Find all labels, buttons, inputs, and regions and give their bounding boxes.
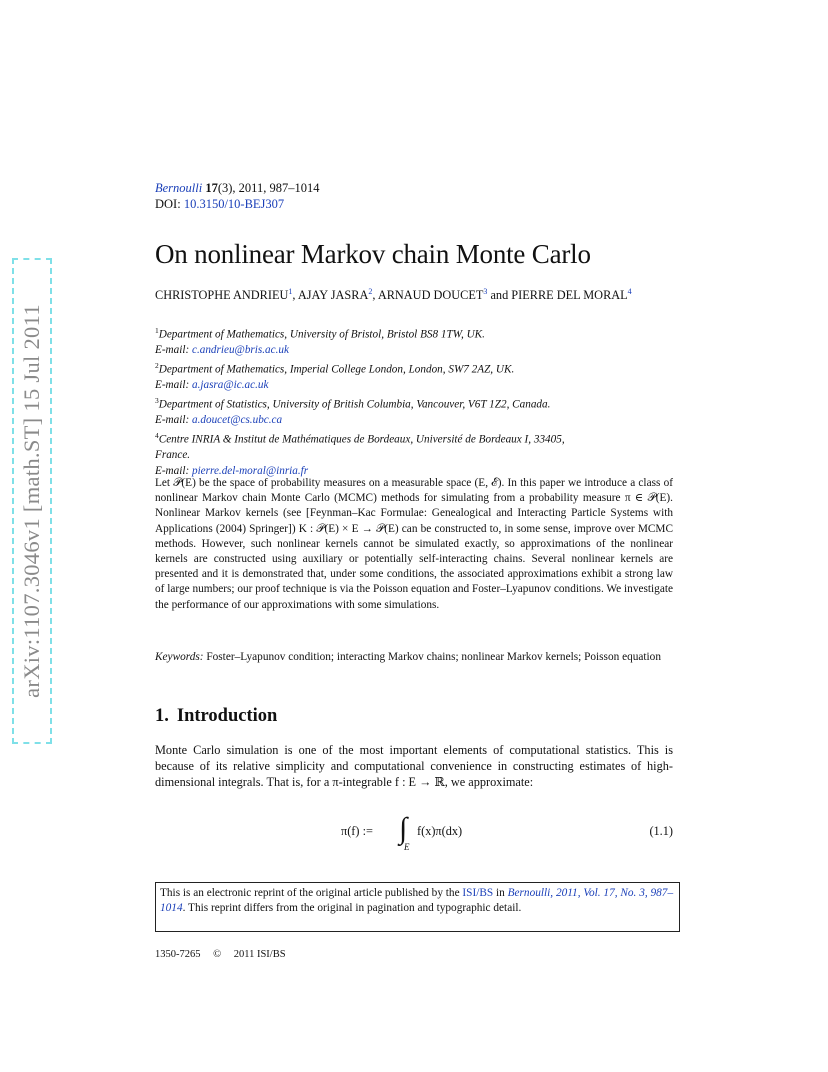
issn: 1350-7265 xyxy=(155,949,201,960)
abstract-text: Let 𝒫(E) be the space of probability measures on a measurable space (E, ℰ). In this paper we introduce a class of nonlinear Markov chain Monte Carlo (MCMC) methods for simulating from a probability measure π ∈ 𝒫(E). Nonlinear Markov kernels (see [Feynman–Kac Formulae: Genealogical and Interacting Particle Systems with Applications (2004) Springer]) K : 𝒫(E) × E → 𝒫(E) can be constructed to, in some sense, improve over MCMC methods. However, such nonlinear kernels cannot be simulated exactly, so approximations of the nonlinear kernels are constructed using auxiliary or potentially self-interacting chains. Several nonlinear kernels are presented and it is demonstrated that, under some conditions, the associated approximations exhibit a strong law of large numbers; our proof technique is via the Poisson equation and Foster–Lyapunov conditions. We investigate the performance of our approximations with some simulations. xyxy=(155,477,673,611)
section-title: Introduction xyxy=(176,706,278,726)
affiliation-row xyxy=(155,428,675,448)
equation-rhs: f(x)π(dx) xyxy=(417,824,463,838)
journal-issue: (3), 2011, 987–1014 xyxy=(217,181,320,195)
doi-label: DOI: xyxy=(155,197,181,211)
email-label: E-mail: xyxy=(155,343,192,356)
affiliation-number: 2 xyxy=(155,361,159,371)
affiliation-row xyxy=(155,358,675,378)
author-separator: , xyxy=(372,288,378,303)
page-footer xyxy=(155,948,286,962)
section-number: 1. xyxy=(155,706,169,726)
affiliation-number: 3 xyxy=(155,396,159,406)
abstract xyxy=(155,476,673,613)
integral-domain: E xyxy=(404,842,410,852)
equation-number: (1.1) xyxy=(649,824,673,838)
email-row xyxy=(155,343,675,358)
journal-reference-link[interactable]: Bernoulli, 2011, Vol. 17, No. 3, 987–1014 xyxy=(160,887,674,915)
keywords xyxy=(155,650,673,665)
integral-sign: ∫ xyxy=(399,812,408,845)
reprint-note-box xyxy=(155,882,680,932)
affiliations-block xyxy=(155,323,675,479)
affiliation-mark-link[interactable]: 1 xyxy=(288,287,293,296)
author-list xyxy=(155,284,675,303)
affiliation-text: Department of Mathematics, University of Bristol, Bristol BS8 1TW, UK. xyxy=(158,328,485,341)
publisher-link[interactable]: ISI/BS xyxy=(462,887,494,899)
affiliation-row-continued: France. xyxy=(155,449,191,462)
journal-name-link[interactable]: Bernoulli xyxy=(155,181,203,195)
paper-title: On nonlinear Markov chain Monte Carlo xyxy=(155,239,591,269)
equation-1-1 xyxy=(155,812,673,856)
reprint-text: in xyxy=(493,887,508,899)
arxiv-identifier: arXiv:1107.3046v1 [math.ST] 15 Jul 2011 xyxy=(19,304,44,698)
doi-link[interactable]: 10.3150/10-BEJ307 xyxy=(183,197,285,211)
equation-lhs: π(f) := xyxy=(341,824,373,838)
affiliation-text: Centre INRIA & Institut de Mathématiques de Bordeaux, Université de Bordeaux I, 33405, xyxy=(158,434,565,447)
affiliation-mark-link[interactable]: 3 xyxy=(483,287,488,296)
affiliation-text: Department of Mathematics, Imperial College London, London, SW7 2AZ, UK. xyxy=(158,363,515,376)
copyright-icon: © xyxy=(213,949,222,960)
keywords-label: Keywords: xyxy=(155,651,204,663)
author-separator: and xyxy=(487,288,512,303)
author-name: CHRISTOPHE ANDRIEU xyxy=(155,288,289,303)
copyright-text: 2011 ISI/BS xyxy=(233,949,286,960)
reprint-text: . This reprint differs from the original in pagination and typographic detail. xyxy=(182,902,522,915)
email-link[interactable]: pierre.del-moral@inria.fr xyxy=(191,464,309,477)
email-row xyxy=(155,378,675,393)
affiliation-text: Department of Statistics, University of British Columbia, Vancouver, V6T 1Z2, Canada. xyxy=(158,399,551,412)
doi-line xyxy=(155,196,284,212)
arxiv-side-stamp xyxy=(12,258,52,744)
keywords-text: Foster–Lyapunov condition; interacting Markov chains; nonlinear Markov kernels; Poisson equation xyxy=(203,651,661,663)
email-link[interactable]: a.doucet@cs.ubc.ca xyxy=(191,414,283,427)
email-row xyxy=(155,413,675,428)
affiliation-row xyxy=(155,323,675,343)
email-label: E-mail: xyxy=(155,379,192,392)
email-label: E-mail: xyxy=(155,464,192,477)
author-name: PIERRE DEL MORAL xyxy=(511,288,628,303)
affiliation-mark-link[interactable]: 4 xyxy=(627,287,632,296)
affiliation-number: 1 xyxy=(155,326,159,335)
author-name: ARNAUD DOUCET xyxy=(377,288,484,303)
author-separator: , xyxy=(292,288,298,303)
intro-paragraph xyxy=(155,742,673,791)
journal-citation xyxy=(155,180,319,196)
reprint-text: This is an electronic reprint of the original article published by the xyxy=(160,887,463,899)
affiliation-row xyxy=(155,393,675,413)
email-link[interactable]: a.jasra@ic.ac.uk xyxy=(191,379,269,392)
email-link[interactable]: c.andrieu@bris.ac.uk xyxy=(191,343,289,356)
affiliation-mark-link[interactable]: 2 xyxy=(368,287,373,296)
author-name: AJAY JASRA xyxy=(297,288,369,303)
paragraph-text: Monte Carlo simulation is one of the most important elements of computational statistics. This is because of its relative simplicity and computational convenience in constructing estimates of high-dimensional integrals. That is, for a π-integrable f : E → ℝ, we approximate: xyxy=(155,743,673,790)
affiliation-number: 4 xyxy=(155,431,159,441)
email-label: E-mail: xyxy=(155,414,192,427)
section-heading xyxy=(155,704,277,728)
journal-volume: 17 xyxy=(205,181,218,195)
